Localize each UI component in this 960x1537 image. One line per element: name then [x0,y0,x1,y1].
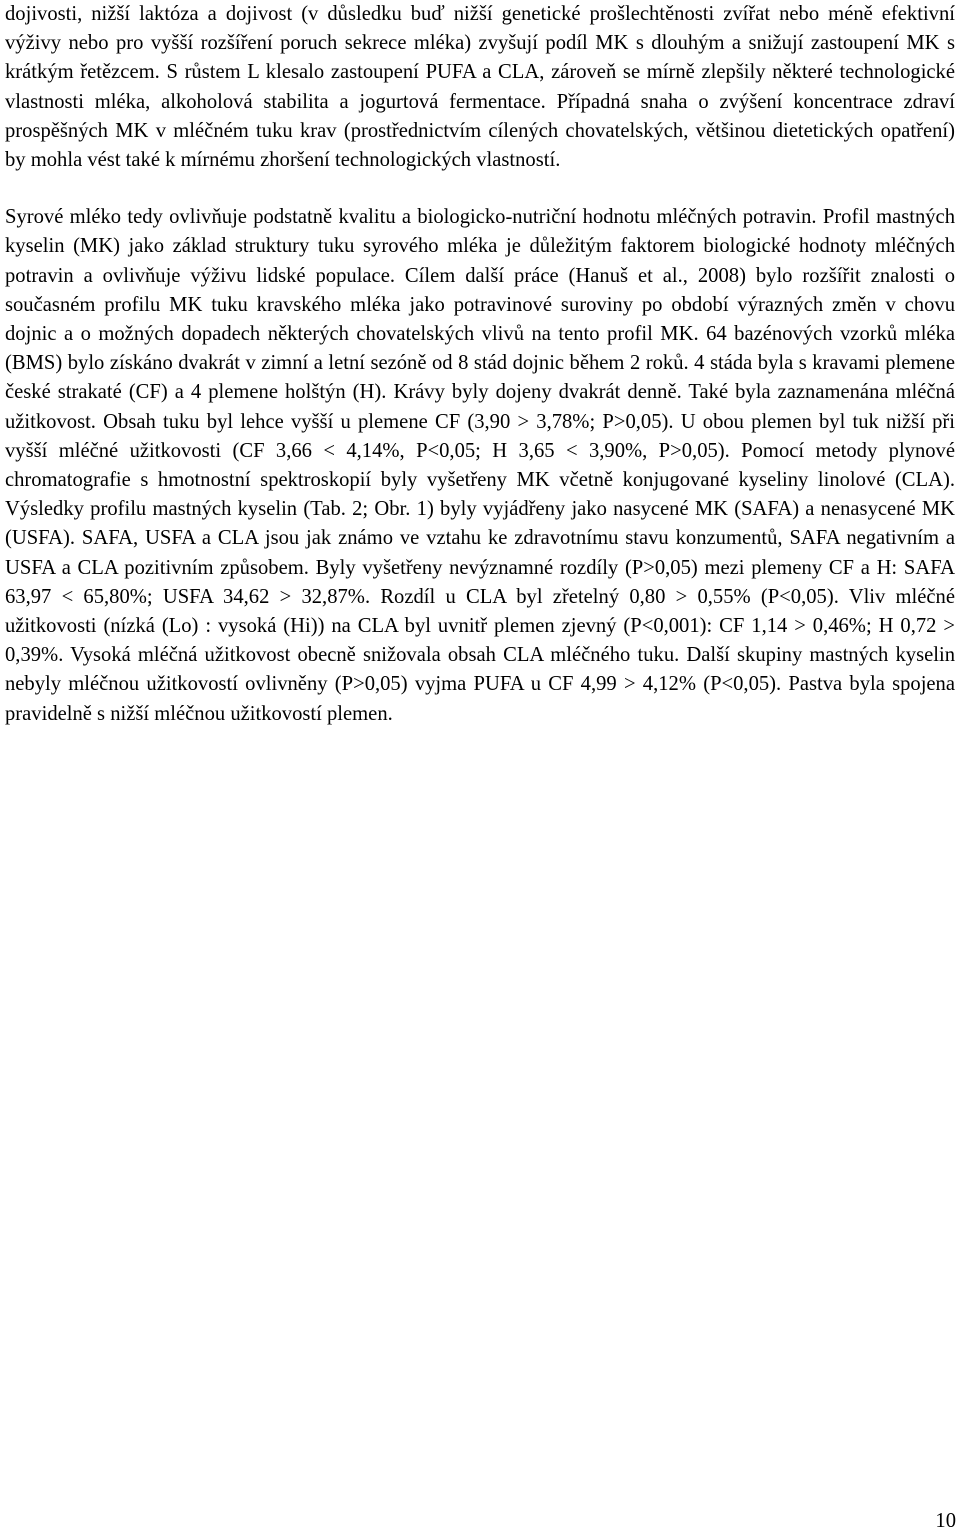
body-paragraph: Syrové mléko tedy ovlivňuje podstatně kvalitu a biologicko-nutriční hodnotu mléčných potravin. Profil mastných kyselin (MK) jako základ struktury tuku syrového mléka je důležitým faktorem biologické hodnoty mléčných potravin a ovlivňuje výživu lidské populace. Cílem další práce (Hanuš et al., 2008) bylo rozšířit znalosti o současném profilu MK tuku kravského mléka jako potravinové suroviny po období výrazných změn v chovu dojnic a o možných dopadech některých chovatelských vlivů na tento profil MK. 64 bazénových vzorků mléka (BMS) bylo získáno dvakrát v zimní a letní sezóně od 8 stád dojnic během 2 roků. 4 stáda byla s kravami plemene české strakaté (CF) a 4 plemene holštýn (H). Krávy byly dojeny dvakrát denně. Také byla zaznamenána mléčná užitkovost. Obsah tuku byl lehce vyšší u plemene CF (3,90 > 3,78%; P>0,05). U obou plemen byl tuk nižší při vyšší mléčné užitkovosti (CF 3,66 < 4,14%, P<0,05; H 3,65 < 3,90%, P>0,05). Pomocí metody plynové chromatografie s hmotnostní spektroskopií byly vyšetřeny MK včetně konjugované kyseliny linolové (CLA). Výsledky profilu mastných kyselin (Tab. 2; Obr. 1) byly vyjádřeny jako nasycené MK (SAFA) a nenasycené MK (USFA). SAFA, USFA a CLA jsou jak známo ve vztahu ke zdravotnímu stavu konzumentů, SAFA negativním a USFA a CLA pozitivním způsobem. Byly vyšetřeny nevýznamné rozdíly (P>0,05) mezi plemeny CF a H: SAFA 63,97 < 65,80%; USFA 34,62 > 32,87%. Rozdíl u CLA byl zřetelný 0,80 > 0,55% (P<0,05). Vliv mléčné užitkovosti (nízká (Lo) : vysoká (Hi)) na CLA byl uvnitř plemen zjevný (P<0,001): CF 1,14 > 0,46%; H 0,72 > 0,39%. Vysoká mléčná užitkovost obecně snižovala obsah CLA mléčného tuku. Další skupiny mastných kyselin nebyly mléčnou užitkovostí ovlivněny (P>0,05) vyjma PUFA u CF 4,99 > 4,12% (P<0,05). Pastva byla spojena pravidelně s nižší mléčnou užitkovostí plemen. [5,206,955,725]
body-paragraph: dojivosti, nižší laktóza a dojivost (v důsledku buď nižší genetické prošlechtěnosti zvířat nebo méně efektivní výživy nebo pro vyšší rozšíření poruch sekrece mléka) zvyšují podíl MK s dlouhým a snižují zastoupení MK s krátkým řetězcem. S růstem L klesalo zastoupení PUFA a CLA, zároveň se mírně zlepšily některé technologické vlastnosti mléka, alkoholová stabilita a jogurtová fermentace. Případná snaha o zvýšení koncentrace zdraví prospěšných MK v mléčném tuku krav (prostřednictvím cílených chovatelských, většinou dietetických opatření) by mohla vést také k mírnému zhoršení technologických vlastností. [5,3,955,172]
document-page [5,0,955,729]
page-number: 10 [935,1510,956,1532]
